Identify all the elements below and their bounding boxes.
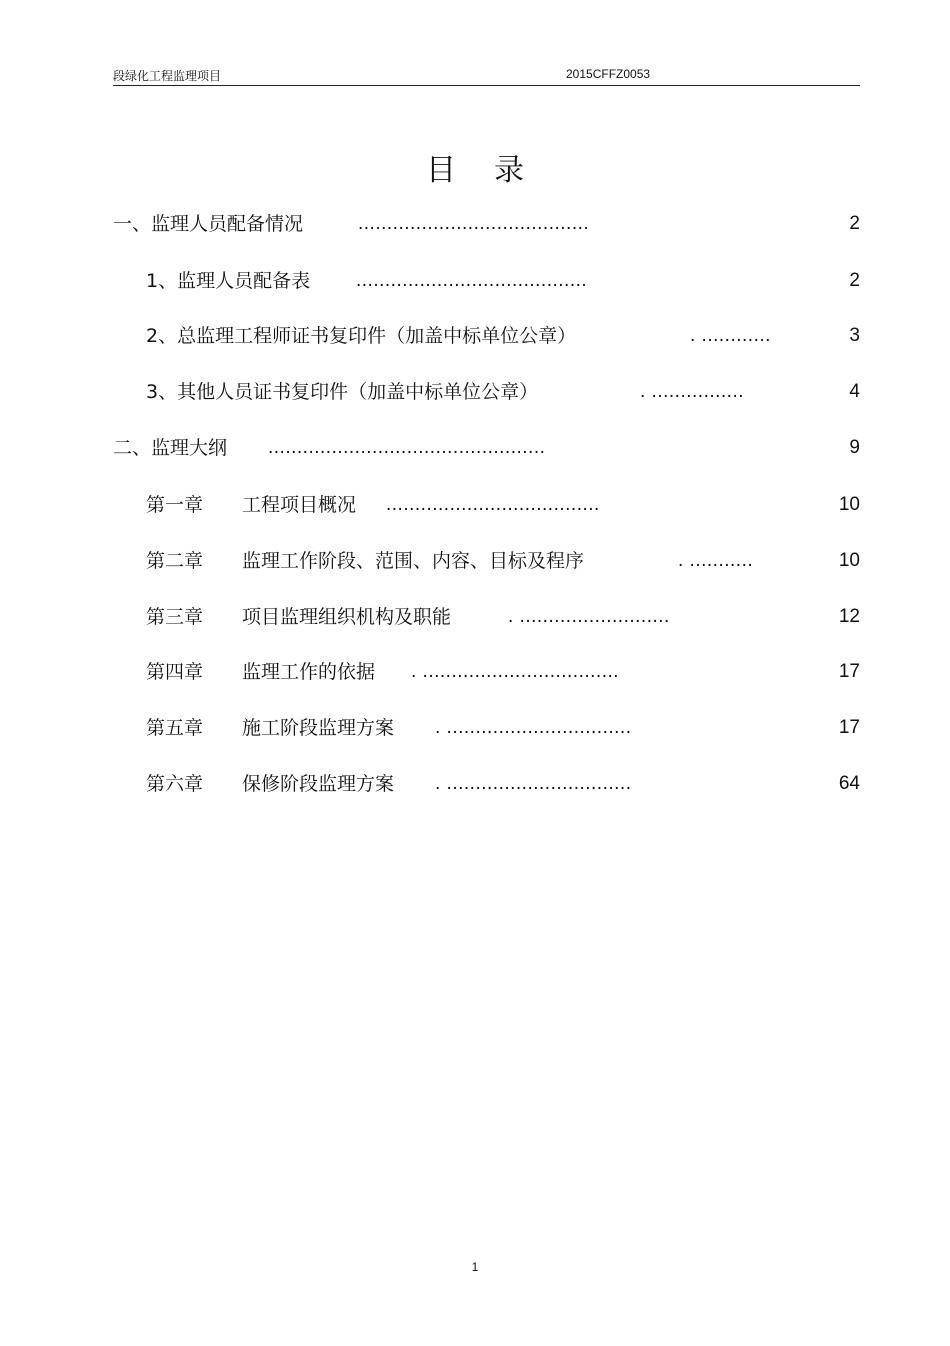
toc-entry-1-2[interactable] xyxy=(146,321,860,351)
header-project-name: 段绿化工程监理项目 xyxy=(113,69,222,83)
toc-entry-page: 17 xyxy=(838,717,860,738)
toc-entry-page: 17 xyxy=(838,661,860,682)
toc-entry-label: 监理工作阶段、范围、内容、目标及程序 xyxy=(242,550,585,572)
toc-entry-page: 10 xyxy=(838,550,860,571)
toc-entry-page: 12 xyxy=(838,606,860,627)
toc-entry-label: 项目监理组织机构及职能 xyxy=(242,606,452,628)
toc-entry-leader: ................................................ xyxy=(268,437,546,458)
toc-entry-2[interactable] xyxy=(113,433,860,463)
toc-chapter-number: 第一章 xyxy=(146,494,204,516)
toc-entry-page: 2 xyxy=(849,270,860,291)
toc-chapter-number: 第三章 xyxy=(146,606,204,628)
toc-entry-leader: . ........... xyxy=(678,550,754,571)
toc-entry-label: 施工阶段监理方案 xyxy=(242,717,395,739)
toc-chapter-number: 第五章 xyxy=(146,717,204,739)
toc-entry-leader: . .................................. xyxy=(411,661,620,682)
toc-entry-page: 2 xyxy=(849,213,860,234)
toc-entry-leader: ........................................ xyxy=(356,270,588,291)
header-project-code: 2015CFFZ0053 xyxy=(566,67,651,81)
toc-entry-leader: . ................................ xyxy=(435,773,632,794)
toc-entry-chapter-2[interactable] xyxy=(146,546,860,576)
toc-entry-label: 一、监理人员配备情况 xyxy=(113,213,304,235)
toc-title: 目录 xyxy=(426,153,562,188)
toc-entry-leader: ..................................... xyxy=(386,494,600,515)
toc-entry-page: 4 xyxy=(849,381,860,402)
toc-chapter-number: 第六章 xyxy=(146,773,204,795)
toc-entry-1-1[interactable] xyxy=(146,266,860,296)
toc-entry-leader: . .......................... xyxy=(508,606,670,627)
toc-entry-chapter-3[interactable] xyxy=(146,602,860,632)
toc-entry-chapter-5[interactable] xyxy=(146,713,860,743)
toc-entry-leader: . ................ xyxy=(640,381,745,402)
toc-entry-page: 10 xyxy=(838,494,860,515)
toc-entry-leader: . ............ xyxy=(690,325,771,346)
toc-entry-1[interactable] xyxy=(113,209,860,239)
toc-entry-label: 2、总监理工程师证书复印件（加盖中标单位公章） xyxy=(146,325,577,347)
toc-chapter-number: 第二章 xyxy=(146,550,204,572)
toc-entry-label: 监理工作的依据 xyxy=(242,661,376,683)
toc-entry-chapter-1[interactable] xyxy=(146,490,860,520)
toc-entry-chapter-6[interactable] xyxy=(146,769,860,799)
toc-entry-label: 保修阶段监理方案 xyxy=(242,773,395,795)
toc-entry-page: 9 xyxy=(849,437,860,458)
toc-entry-1-3[interactable] xyxy=(146,377,860,407)
toc-chapter-number: 第四章 xyxy=(146,661,204,683)
page-number: 1 xyxy=(471,1260,479,1274)
toc-entry-label: 二、监理大纲 xyxy=(113,437,228,459)
toc-entry-page: 3 xyxy=(849,325,860,346)
toc-entry-label: 1、监理人员配备表 xyxy=(146,270,311,292)
toc-entry-leader: ........................................ xyxy=(358,213,590,234)
toc-entry-leader: . ................................ xyxy=(435,717,632,738)
toc-entry-label: 3、其他人员证书复印件（加盖中标单位公章） xyxy=(146,381,539,403)
toc-entry-label: 工程项目概况 xyxy=(242,494,357,516)
toc-entry-chapter-4[interactable] xyxy=(146,657,860,687)
toc-entry-page: 64 xyxy=(838,773,860,794)
